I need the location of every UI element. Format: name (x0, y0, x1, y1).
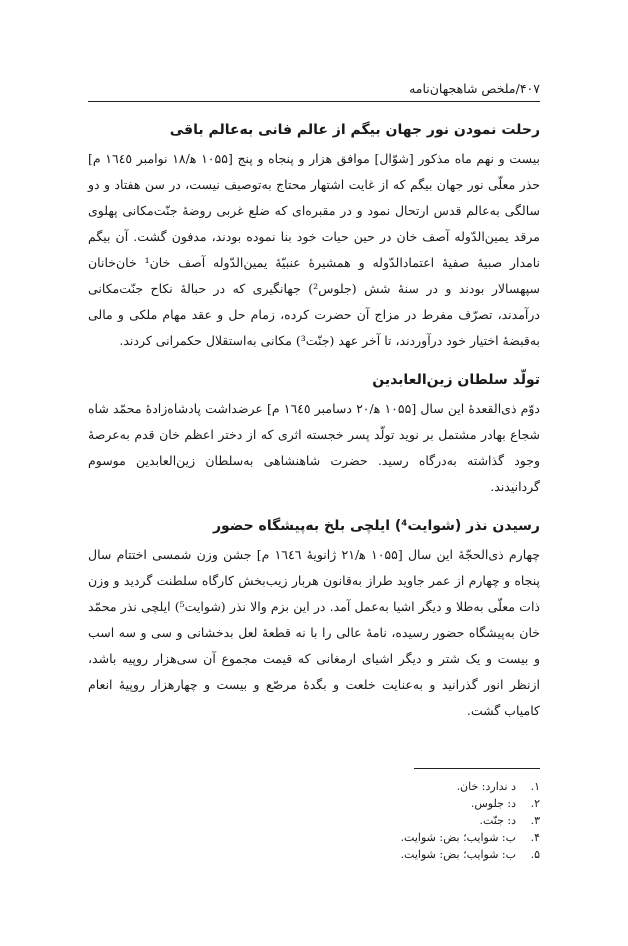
header-rule (88, 101, 540, 102)
footnote-text: د ندارد: خان. (456, 780, 516, 793)
footnote-number: ۲. (530, 797, 540, 810)
footnote-number: ۳. (530, 814, 540, 827)
section-paragraph: دوّم ذی‌القعدهٔ این سال [۱۰۵۵ ه‍/۲۰ دسامبر ۱٦٤٥ م] عرضداشت پادشاه‌زادهٔ محمّد شاه شجاع بهادر مشتمل بر نوید تولّد پسر خجسته اثری که از دختر اعظم خان قدم به‌عرصهٔ وجود گذاشته به‌درگاه رسید. حضرت شاهنشاهی به‌سلطان زین‌العابدین موسوم گردانیدند. (88, 401, 540, 494)
section-paragraph: بیست و نهم ماه مذکور [شوّال] موافق هزار و پنجاه و پنج [۱۰۵۵ ه‍/۱۸ نوامبر ۱٦٤٥ م] حذر معلّی نور جهان بیگم که از غایت اشتهار محتاج به‌توصیف نیست، در سن هفتاد و دو سالگی به‌عالم قدس ارتحال نمود و در مقبره‌ای که ضلع غربی روضهٔ جنّت‌مکانی پهلوی مرقد یمین‌الدّوله آصف خان در حین حیات خود بنا نموده بودند، مدفون گشت. آن بیگم نامدار صبیهٔ صفیهٔ اعتمادالدّوله و همشیرهٔ عنبیّهٔ یمین‌الدّوله آصف خان¹ خان‌خانان سپهسالار بودند و در سنهٔ شش (جلوس²) جهانگیری که در حبالهٔ نکاح جنّت‌مکانی درآمدند، تصرّف مفرط در مزاج آن حضرت کرده، زمام حل و عقد مهام ملکی و مالی به‌قبضهٔ اختیار خود درآوردند، تا آخر عهد (جنّت³) مکانی به‌استقلال حکمرانی کردند. (88, 151, 540, 348)
footnote-text: ب: شوایب؛ بض: شوایت. (400, 831, 516, 844)
footnote (240, 846, 540, 863)
section-paragraph: چهارم ذی‌الحجّهٔ این سال [۱۰۵۵ ه‍/۲۱ ژانویهٔ ۱٦٤٦ م] جشن وزن شمسی اختتام سال پنجاه و چهارم از عمر جاوید طراز به‌قانون هربار زیب‌بخش کارگاه سلطنت گردید و وزن ذات معلّی به‌طلا و دیگر اشیا به‌عمل آمد. در این بزم والا نذر (شوایت⁵) ایلچی نذر محمّد خان به‌پیشگاه حضور رسیده، نامهٔ عالی را با نه قطعهٔ لعل بدخشانی و سی و سه اسب و بیست و یک شتر و دیگر اشیای ارمغانی که قیمت مجموع آن سی‌هزار روپیه باشد، ازنظر انور گذرانید و به‌عنایت خلعت و بگدهٔ مرصّع و بیست و چهارهزار روپیهٔ انعام کامیاب گشت. (88, 547, 541, 718)
footnote (240, 829, 540, 846)
footnote-rule (414, 768, 540, 769)
running-head: ۴۰۷/ملخص شاهجهان‌نامه (409, 81, 540, 96)
footnote (240, 795, 540, 812)
section-heading: رحلت نمودن نور جهان بیگم از عالم فانی به‌عالم باقی (169, 122, 540, 138)
footnote-text: د: جنّت. (479, 814, 516, 827)
footnote-number: ۵. (530, 848, 540, 861)
section-balkh-envoy (88, 514, 540, 724)
section-heading: رسیدن نذر (شوایت⁴) ایلچی بلخ به‌پیشگاه حضور (212, 518, 540, 534)
footnote (240, 778, 540, 795)
footnote (240, 812, 540, 829)
footnote-text: د: جلوس. (470, 797, 516, 810)
section-birth-zain-ul-abidin (88, 368, 540, 500)
section-death-nur-jahan (88, 118, 540, 354)
main-text (88, 118, 540, 724)
section-heading: تولّد سلطان زین‌العابدین (372, 372, 540, 388)
footnote-number: ۴. (530, 831, 540, 844)
footnotes (240, 778, 540, 863)
footnote-text: ب: شوایب؛ بض: شوایت. (400, 848, 516, 861)
footnote-number: ۱. (530, 780, 540, 793)
